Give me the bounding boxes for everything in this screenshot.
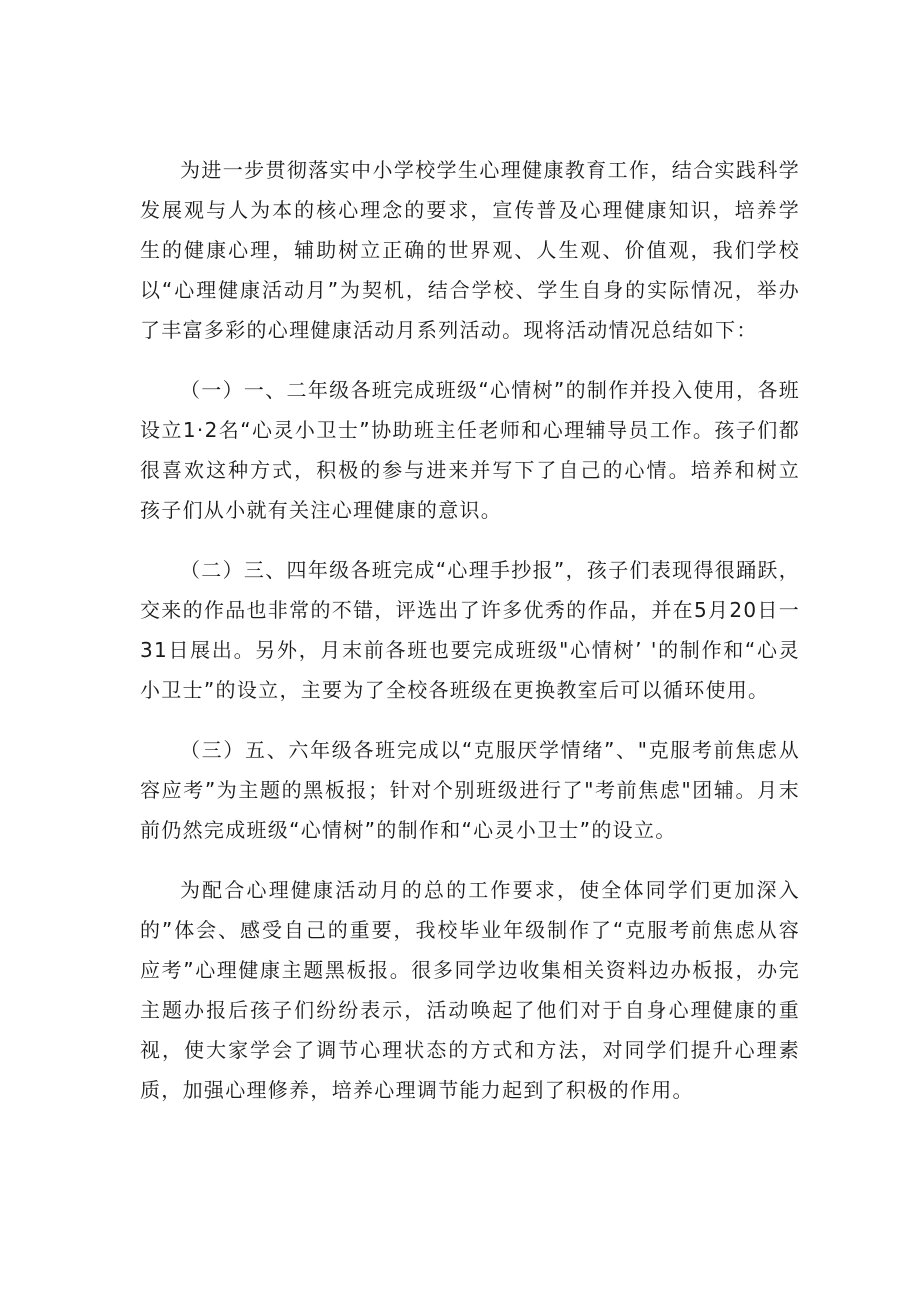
- grade-5-6-paragraph: （三）五、六年级各班完成以“克服厌学情绪”、"克服考前焦虑从容应考”为主题的黑板报；针对个别班级进行了"考前焦虑"团辅。月末前仍然完成班级“心情树”的制作和“心灵小卫士”的设立。: [140, 738, 800, 842]
- conclusion-paragraph: 为配合心理健康活动月的总的工作要求，使全体同学们更加深入的”体会、感受自己的重要，我校毕业年级制作了“克服考前焦虑从容应考”心理健康主题黑板报。很多同学边收集相关资料边办板报，办完主题办报后孩子们纷纷表示，活动唤起了他们对于自身心理健康的重视，使大家学会了调节心理状态的方式和方法，对同学们提升心理素质，加强心理修养，培养心理调节能力起到了积极的作用。: [140, 878, 800, 1102]
- intro-paragraph: 为进一步贯彻落实中小学校学生心理健康教育工作，结合实践科学发展观与人为本的核心理念的要求，宣传普及心理健康知识，培养学生的健康心理，辅助树立正确的世界观、人生观、价值观，我们学校以“心理健康活动月”为契机，结合学校、学生自身的实际情况，举办了丰富多彩的心理健康活动月系列活动。现将活动情况总结如下：: [140, 158, 800, 342]
- grade-3-4-paragraph: （二）三、四年级各班完成“心理手抄报”，孩子们表现得很踊跃，交来的作品也非常的不错，评选出了许多优秀的作品，并在5月20日一31日展出。另外，月末前各班也要完成班级"心情树’ '的制作和“心灵小卫士”的设立，主要为了全校各班级在更换教室后可以循环使用。: [140, 558, 800, 702]
- grade-1-2-paragraph: （一）一、二年级各班完成班级“心情树”的制作并投入使用，各班设立1·2名“心灵小卫士”协助班主任老师和心理辅导员工作。孩子们都很喜欢这种方式，积极的参与进来并写下了自己的心情。培养和树立孩子们从小就有关注心理健康的意识。: [140, 378, 800, 522]
